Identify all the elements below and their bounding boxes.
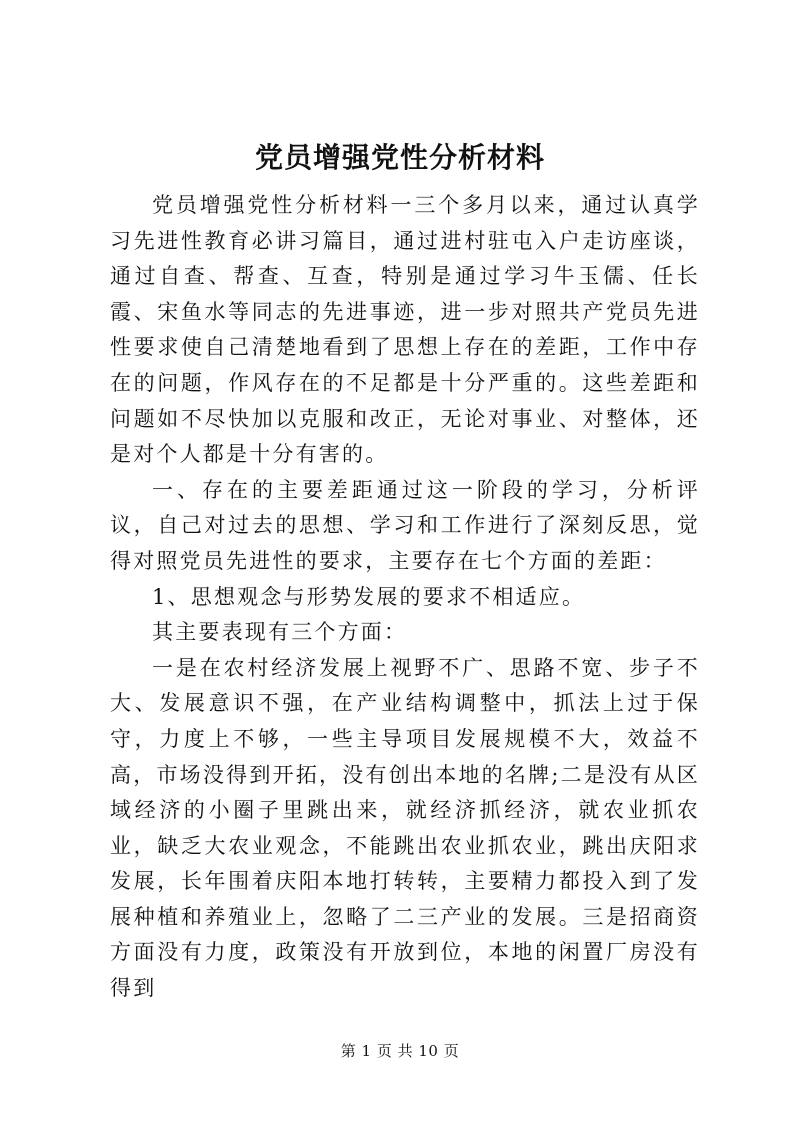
document-body [110, 188, 700, 1007]
document-title: 党员增强党性分析材料 [254, 141, 545, 174]
paragraph-section-one: 一、存在的主要差距通过这一阶段的学习，分析评议，自己对过去的思想、学习和工作进行了深刻反思，觉得对照党员先进性的要求，主要存在七个方面的差距： [110, 477, 700, 573]
page-footer: 第 1 页 共 10 页 [340, 1042, 460, 1060]
paragraph-item-one: 1、思想观念与形势发展的要求不相适应。 [152, 584, 586, 609]
paragraph-intro: 党员增强党性分析材料一三个多月以来，通过认真学习先进性教育必讲习篇目，通过进村驻屯入户走访座谈，通过自查、帮查、互查，特别是通过学习牛玉儒、任长霞、宋鱼水等同志的先进事迹，进一步对照共产党员先进性要求使自己清楚地看到了思想上存在的差距，工作中存在的问题，作风存在的不足都是十分严重的。这些差距和问题如不尽快加以克服和改正，无论对事业、对整体，还是对个人都是十分有害的。 [110, 193, 700, 467]
paragraph-three-aspects: 其主要表现有三个方面： [152, 620, 408, 645]
paragraph-details: 一是在农村经济发展上视野不广、思路不宽、步子不大、发展意识不强，在产业结构调整中，抓法上过于保守，力度上不够，一些主导项目发展规模不大，效益不高，市场没得到开拓，没有创出本地的名牌;二是没有从区域经济的小圈子里跳出来，就经济抓经济，就农业抓农业，缺乏大农业观念，不能跳出农业抓农业，跳出庆阳求发展，长年围着庆阳本地打转转，主要精力都投入到了发展种植和养殖业上，忽略了二三产业的发展。三是招商资方面没有力度，政策没有开放到位，本地的闲置厂房没有得到 [110, 655, 700, 1001]
